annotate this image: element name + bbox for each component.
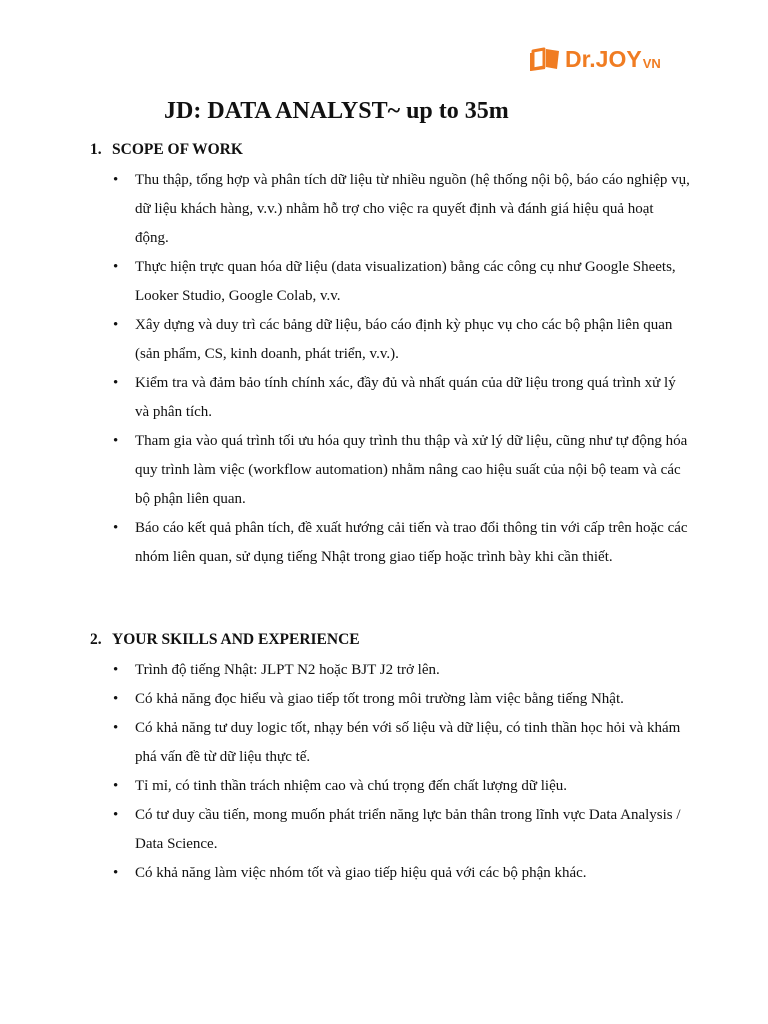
list-item: • Trình độ tiếng Nhật: JLPT N2 hoặc BJT J2 trở lên. <box>90 656 690 685</box>
list-item: • Thu thập, tổng hợp và phân tích dữ liệu từ nhiều nguồn (hệ thống nội bộ, báo cáo nghiệp vụ, dữ liệu khách hàng, v.v.) nhằm hỗ trợ cho việc ra quyết định và đánh giá hiệu quả hoạt động. <box>90 166 690 253</box>
list-item: • Tham gia vào quá trình tối ưu hóa quy trình thu thập và xử lý dữ liệu, cũng như tự động hóa quy trình làm việc (workflow automation) nhằm nâng cao hiệu suất của nội bộ team và các bộ phận liên quan. <box>90 427 690 514</box>
section-heading <box>90 140 690 160</box>
section-number: 1. <box>90 141 102 158</box>
company-logo <box>530 44 661 74</box>
section-heading <box>90 630 690 650</box>
logo-suffix: VN <box>642 55 661 71</box>
list-item: • Kiểm tra và đảm bảo tính chính xác, đầy đủ và nhất quán của dữ liệu trong quá trình xử lý và phân tích. <box>90 369 690 427</box>
list-item: • Có khả năng làm việc nhóm tốt và giao tiếp hiệu quả với các bộ phận khác. <box>90 859 690 888</box>
list-item: • Có tư duy cầu tiến, mong muốn phát triển năng lực bản thân trong lĩnh vực Data Analysis / Data Science. <box>90 801 690 859</box>
list-item: • Có khả năng tư duy logic tốt, nhạy bén với số liệu và dữ liệu, có tinh thần học hỏi và khám phá vấn đề từ dữ liệu thực tế. <box>90 714 690 772</box>
book-icon <box>530 47 562 71</box>
section-number: 2. <box>90 631 102 648</box>
list-item: • Báo cáo kết quả phân tích, đề xuất hướng cải tiến và trao đổi thông tin với cấp trên hoặc các nhóm liên quan, sử dụng tiếng Nhật trong giao tiếp hoặc trình bày khi cần thiết. <box>90 514 690 572</box>
bullet-list <box>90 166 690 572</box>
section-scope-of-work <box>90 140 690 572</box>
section-title: SCOPE OF WORK <box>112 141 243 158</box>
bullet-list <box>90 656 690 888</box>
list-item: • Thực hiện trực quan hóa dữ liệu (data visualization) bằng các công cụ như Google Sheets, Looker Studio, Google Colab, v.v. <box>90 253 690 311</box>
page-title: JD: DATA ANALYST~ up to 35m <box>164 98 509 124</box>
list-item: • Có khả năng đọc hiểu và giao tiếp tốt trong môi trường làm việc bằng tiếng Nhật. <box>90 685 690 714</box>
section-title: YOUR SKILLS AND EXPERIENCE <box>112 631 360 648</box>
logo-text: Dr.JOY <box>565 45 642 72</box>
section-skills-and-experience <box>90 630 690 888</box>
list-item: • Xây dựng và duy trì các bảng dữ liệu, báo cáo định kỳ phục vụ cho các bộ phận liên quan (sản phẩm, CS, kinh doanh, phát triển, v.v.). <box>90 311 690 369</box>
list-item: • Tỉ mỉ, có tinh thần trách nhiệm cao và chú trọng đến chất lượng dữ liệu. <box>90 772 690 801</box>
